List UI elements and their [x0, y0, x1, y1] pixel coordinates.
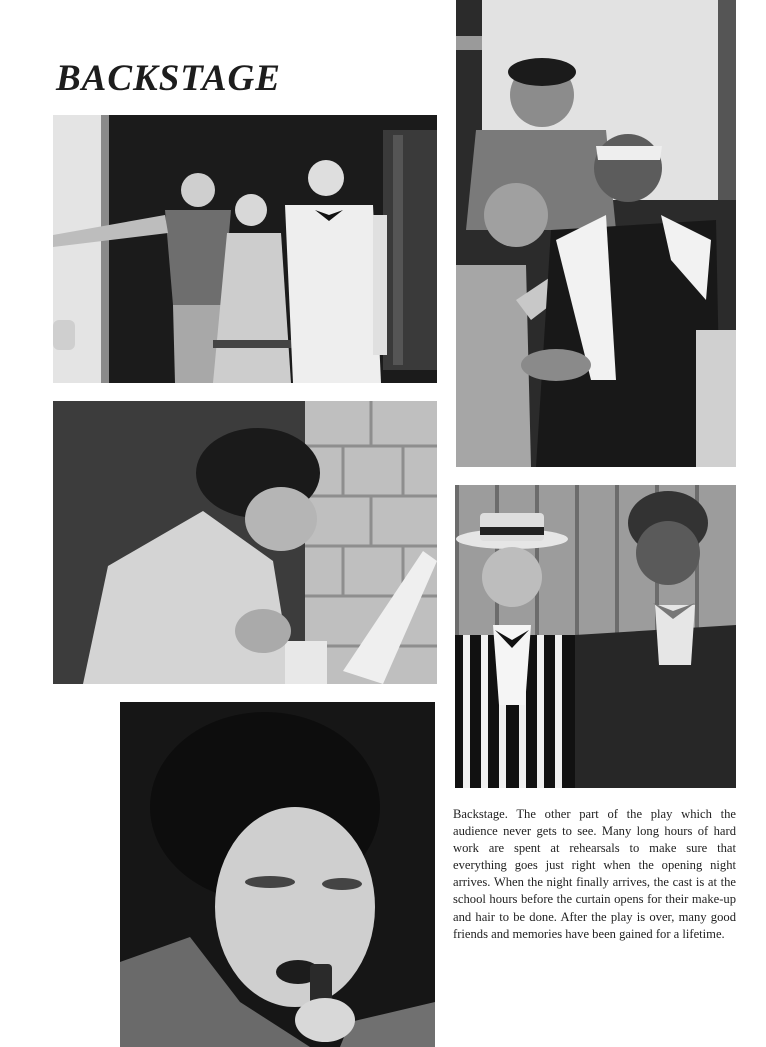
photo-two-costumed-cast-lockers	[455, 485, 736, 788]
photo-three-students-hallway	[53, 115, 437, 383]
photo-cast-make-up-seated	[456, 0, 736, 467]
page-title: BACKSTAGE	[56, 58, 281, 99]
photo-boy-at-mirror	[53, 401, 437, 684]
photo-girl-applying-lipstick	[120, 702, 435, 1047]
caption-text: Backstage. The other part of the play which the audience never gets to see. Many long hours of hard work are spent at rehearsals to make sure that everything goes just right when the opening night arrives. When the night finally arrives, the cast is at the school hours before the curtain opens for their make-up and hair to be done. After the play is over, many good friends and memories have been gained for a lifetime.	[453, 807, 736, 941]
